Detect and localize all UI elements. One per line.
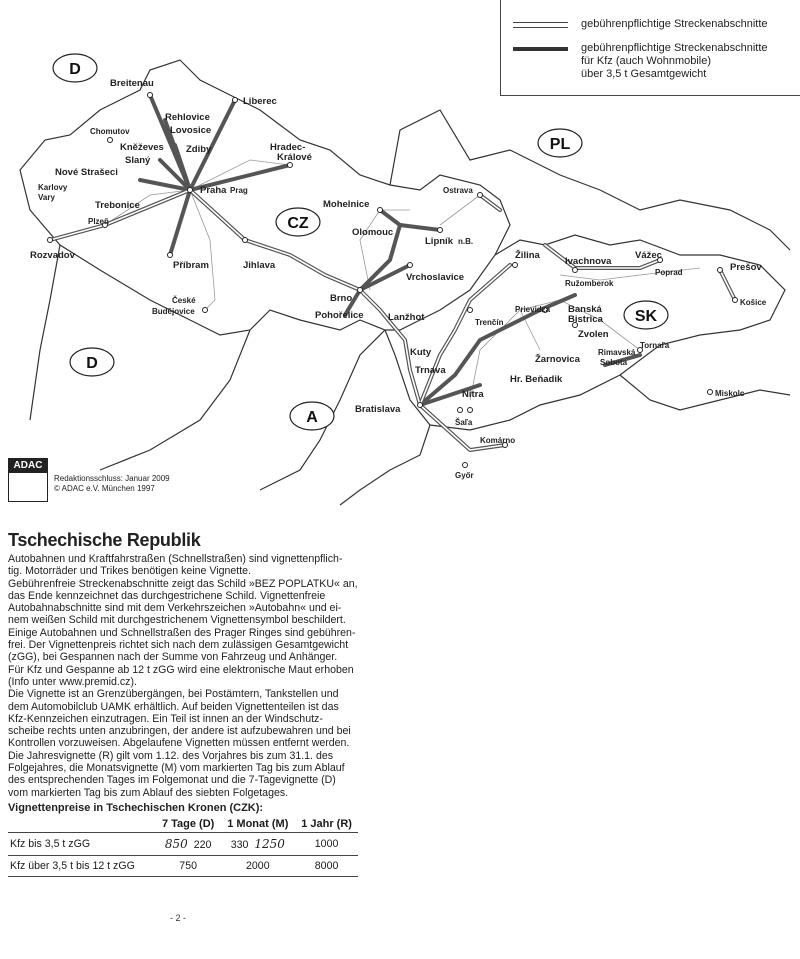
price-cell-d: 750 xyxy=(156,855,221,876)
article-body: Autobahnen und Kraftfahrstraßen (Schnellstraßen) sind vignettenpflich- tig. Motorräder und Trikes benötigen keine Vignette. Gebührenfreie Streckenabschnitte zeigt das Schild »BEZ POPLATKU« an, das Ende kennzeichnet das durchgestrichene Schild. Vignettenfreie Autobahnabschnitte sind mit dem Verkehrszeichen »Autobahn« und ei- nem weißen Schild mit durchgestrichenem Vignettensymbol beschildert. Einige Autobahnen und Schnellstraßen des Prager Ringes sind gebühren- frei. Der Vignettenpreis richtet sich nach dem zulässigen Gesamtgewicht (zGG), bei Gespannen nach der Summe von Fahrzeug und Anhänger. Für Kfz und Gespanne ab 12 t zGG wird eine elektronische Maut erhoben (Info unter www.premid.cz). Die Vignette ist an Grenzübergängen, bei Postämtern, Tankstellen und dem Automobilclub UAMK erhältlich. Auf beiden Vignettenteilen ist das Kfz-Kennzeichen einzutragen. Ein Teil ist innen an der Windschutz- scheibe rechts unten anzubringen, der andere ist aufzubewahren und bei Kontrollen vorzuweisen. Abgelaufene Vignetten müssen entfernt werden. Die Jahresvignette (R) gilt vom 1.12. des Vorjahres bis zum 31.1. des Folgejahres, die Monatsvignette (M) vom markierten Tag bis zum Ablauf des entsprechenden Tages im Folgemonat und die 7-Tagevignette (D) vom markierten Tag bis zum Ablauf des siebten Folgetages. xyxy=(8,553,358,799)
city-zilina: Žilina xyxy=(515,250,540,261)
country-cz: CZ xyxy=(287,215,309,232)
city-kosice: Košice xyxy=(740,298,767,307)
city-poprad: Poprad xyxy=(655,268,683,277)
city-slany: Slaný xyxy=(125,155,151,166)
legend-text-toll: gebührenpflichtige Streckenabschnitte xyxy=(581,18,768,30)
city-kralove: Králové xyxy=(277,152,312,163)
credits-line-1: Redaktionsschluss: Januar 2009 xyxy=(54,474,170,483)
price-col-1month: 1 Monat (M) xyxy=(227,817,289,830)
legend-line-toll xyxy=(513,22,568,28)
price-col-1year: 1 Jahr (R) xyxy=(301,817,352,830)
city-trnava: Trnava xyxy=(415,365,446,376)
prices-heading: Vignettenpreise in Tschechischen Kronen (CZK): xyxy=(8,801,264,814)
city-karlovy: Karlovy xyxy=(38,183,68,192)
city-praha: Praha xyxy=(200,185,227,196)
city-ivachnova: Ivachnova xyxy=(565,256,612,267)
city-zdiby: Zdiby xyxy=(186,144,212,155)
city-praha-sub: Prag xyxy=(230,186,248,195)
city-nove-straseci: Nové Strašeci xyxy=(55,167,118,178)
price-cell-m: 2000 xyxy=(220,855,295,876)
country-a: A xyxy=(306,409,318,426)
city-hradec: Hradec- xyxy=(270,142,306,153)
city-vazec: Vážec xyxy=(635,250,662,261)
map-credits xyxy=(54,474,170,494)
city-lipnik: Lipník xyxy=(425,236,453,247)
country-pl: PL xyxy=(549,136,571,153)
city-kuty: Kuty xyxy=(410,347,432,358)
city-prievidza: Prievidza xyxy=(515,305,551,314)
legend-text-heavy-3: über 3,5 t Gesamtgewicht xyxy=(581,68,707,80)
legend-line-toll-heavy xyxy=(513,47,568,51)
price-cell-r: 1000 xyxy=(295,832,358,855)
city-hr-benadik: Hr. Beňadik xyxy=(510,374,563,385)
city-liberec: Liberec xyxy=(243,96,277,107)
city-sala: Šaľa xyxy=(455,418,473,427)
price-col-7days: 7 Tage (D) xyxy=(161,817,215,830)
city-zarnovica: Žarnovica xyxy=(535,354,580,365)
row-label: Kfz bis 3,5 t zGG xyxy=(8,832,156,855)
city-gyor: Győr xyxy=(455,471,474,480)
city-trencin: Trenčín xyxy=(475,318,504,327)
city-pohorelice: Pohořelice xyxy=(315,310,364,321)
map-legend xyxy=(500,0,800,96)
city-pribram: Příbram xyxy=(173,260,209,271)
city-plzen: Plzeň xyxy=(88,217,109,226)
city-nitra: Nitra xyxy=(462,389,484,400)
country-d-north: D xyxy=(69,61,81,78)
credits-line-2: © ADAC e.V. München 1997 xyxy=(54,484,155,493)
city-vary: Vary xyxy=(38,193,55,202)
city-olomouc: Olomouc xyxy=(352,227,394,238)
city-bratislava: Bratislava xyxy=(355,404,401,415)
city-zvolen: Zvolen xyxy=(578,329,609,340)
city-rozvadov: Rozvadov xyxy=(30,250,75,261)
city-jihlava: Jihlava xyxy=(243,260,276,271)
handwritten-note-d: 850 xyxy=(164,836,188,851)
city-mohelnice: Mohelnice xyxy=(323,199,370,210)
city-ruzomberok: Ružomberok xyxy=(565,279,614,288)
row-label: Kfz über 3,5 t bis 12 t zGG xyxy=(8,855,156,876)
city-budejovice: Budějovice xyxy=(152,307,195,316)
country-d-south: D xyxy=(86,355,98,372)
adac-logo xyxy=(8,458,48,502)
city-ceske: České xyxy=(172,296,196,305)
price-col-empty xyxy=(8,816,156,833)
city-chomutov: Chomutov xyxy=(90,127,130,136)
city-knezeves: Kněževes xyxy=(120,142,164,153)
page-number: - 2 - xyxy=(170,913,187,923)
city-rehlovice: Rehlovice xyxy=(165,112,210,123)
city-banska: Banská xyxy=(568,304,602,315)
city-ostrava: Ostrava xyxy=(443,186,473,195)
legend-text-heavy-2: für Kfz (auch Wohnmobile) xyxy=(581,55,712,67)
city-lipnik-sub: n.B. xyxy=(458,237,474,246)
city-rimavska: Rimavská xyxy=(598,348,636,357)
city-brno: Brno xyxy=(330,293,353,304)
legend-text-heavy-1: gebührenpflichtige Streckenabschnitte xyxy=(581,42,768,54)
country-sk: SK xyxy=(634,308,658,325)
handwritten-note-m: 1250 xyxy=(254,836,285,851)
article xyxy=(8,530,358,877)
city-lanzhot: Lanžhot xyxy=(388,312,425,323)
article-title: Tschechische Republik xyxy=(8,530,201,550)
price-d-value: 220 xyxy=(193,838,212,851)
city-tornala: Tornaľa xyxy=(640,341,670,350)
city-vrchoslavice: Vrchoslavice xyxy=(406,272,465,283)
price-m-value: 330 xyxy=(230,838,249,851)
table-row xyxy=(8,832,358,855)
city-trebonice: Trebonice xyxy=(95,200,140,211)
city-lovosice: Lovosice xyxy=(170,125,212,136)
city-bistrica: Bistrica xyxy=(568,314,603,325)
price-cell-m xyxy=(220,832,295,855)
city-miskolc: Miskolc xyxy=(715,389,745,398)
adac-logo-text: ADAC xyxy=(9,459,47,473)
price-cell-d xyxy=(156,832,221,855)
table-row xyxy=(8,855,358,876)
city-breitenau: Breitenau xyxy=(110,78,154,89)
city-komarno: Komárno xyxy=(480,436,516,445)
city-presov: Prešov xyxy=(730,262,762,273)
price-table-header xyxy=(8,816,358,833)
city-sobota: Sobota xyxy=(600,358,628,367)
price-cell-r: 8000 xyxy=(295,855,358,876)
price-table xyxy=(8,816,358,877)
